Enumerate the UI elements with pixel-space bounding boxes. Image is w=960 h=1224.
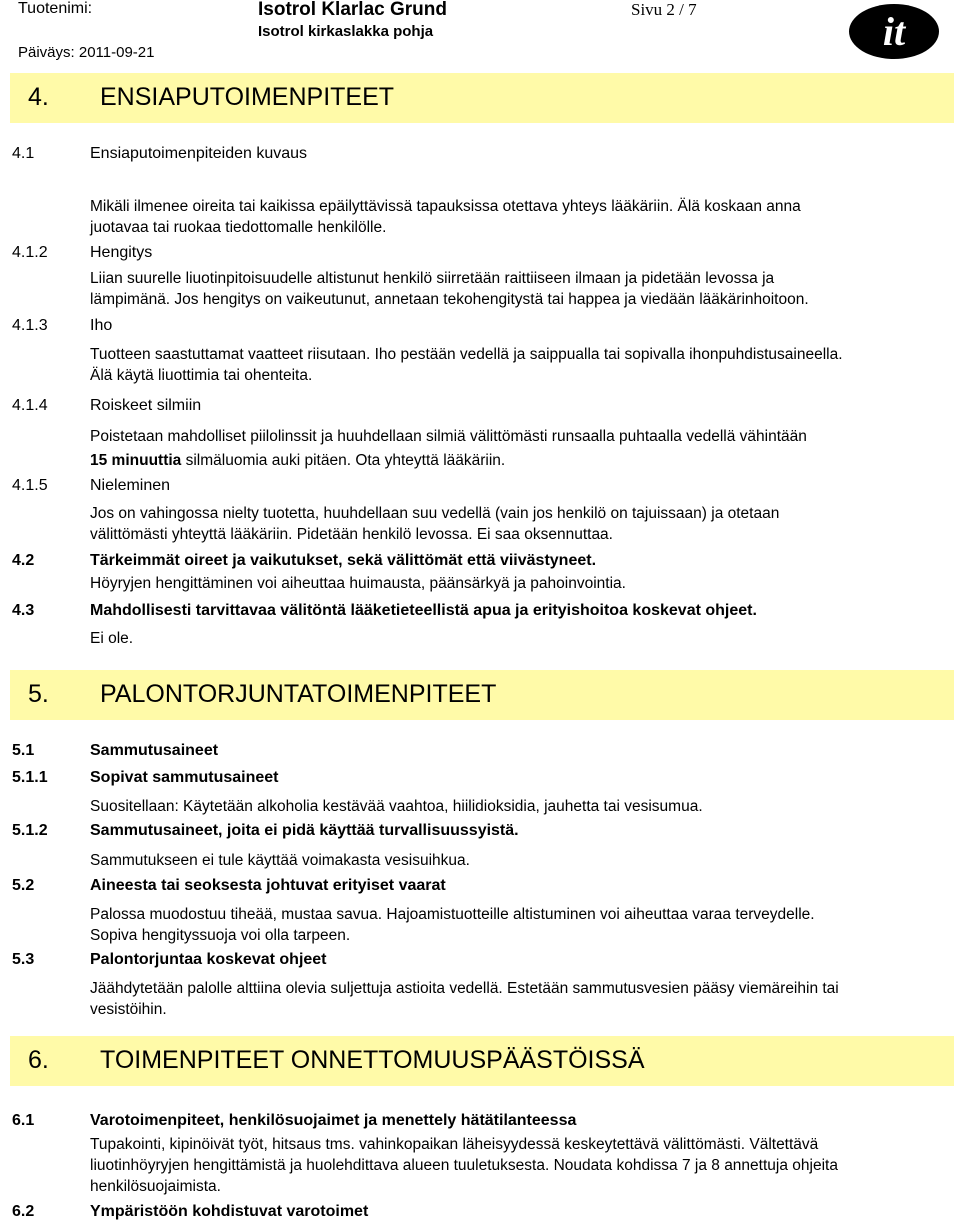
text-line: Tupakointi, kipinöivät työt, hitsaus tms. vahinkopaikan läheisyydessä keskeytettävä välittömästi. Vältettävä <box>90 1136 819 1153</box>
text-line: Älä käytä liuottimia tai ohenteita. <box>90 367 313 384</box>
paragraph-4-1-5 <box>90 503 950 545</box>
heading-number: 4.1.4 <box>12 397 48 414</box>
heading-number: 4.3 <box>12 602 35 619</box>
text-line: Mikäli ilmenee oireita tai kaikissa epäilyttävissä tapauksissa otettava yhteys lääkäriin. Älä koskaan anna <box>90 198 801 215</box>
heading-number: 6.1 <box>12 1112 35 1129</box>
heading-number: 4.1.5 <box>12 477 48 494</box>
paragraph-4-3 <box>90 628 950 649</box>
heading-number: 5.3 <box>12 951 35 968</box>
text-line: Jäähdytetään palolle alttiina olevia suljettuja astioita vedellä. Estetään sammutusvesien pääsy viemäreihin tai <box>90 980 839 997</box>
paragraph-5-1-2 <box>90 850 950 871</box>
heading-title: Tärkeimmät oireet ja vaikutukset, sekä välittömät että viivästyneet. <box>90 552 597 569</box>
text-line: vesistöihin. <box>90 1001 167 1018</box>
paragraph-4-1-4 <box>90 425 950 473</box>
text-line: Sammutukseen ei tule käyttää voimakasta vesisuihkua. <box>90 852 470 869</box>
document-date: Päiväys: 2011-09-21 <box>18 44 155 61</box>
text-line: henkilösuojaimista. <box>90 1178 221 1195</box>
heading-title: Sopivat sammutusaineet <box>90 769 279 786</box>
text-line: Sopiva hengityssuoja voi olla tarpeen. <box>90 927 351 944</box>
heading-title: Sammutusaineet, joita ei pidä käyttää turvallisuussyistä. <box>90 822 519 839</box>
text-line: Poistetaan mahdolliset piilolinssit ja huuhdellaan silmiä välittömästi runsaalla puhtaalla vedellä vähintään <box>90 428 807 445</box>
text-line: Ei ole. <box>90 630 134 647</box>
text-line: lämpimänä. Jos hengitys on vaikeutunut, annetaan tekohengitystä tai happea ja viedään lääkärinhoitoon. <box>90 291 809 308</box>
paragraph-6-1 <box>90 1134 950 1197</box>
section-number: 5. <box>28 680 49 708</box>
text-line: Palossa muodostuu tiheää, mustaa savua. Hajoamistuotteille altistuminen voi aiheuttaa varaa terveydelle. <box>90 906 815 923</box>
section-number: 6. <box>28 1046 49 1074</box>
section-number: 4. <box>28 83 49 111</box>
heading-title: Hengitys <box>90 244 153 261</box>
section-band-6 <box>10 1036 954 1086</box>
heading-title: Varotoimenpiteet, henkilösuojaimet ja menettely hätätilanteessa <box>90 1112 577 1129</box>
text-line: Liian suurelle liuotinpitoisuudelle altistunut henkilö siirretään raittiiseen ilmaan ja pidetään levossa ja <box>90 270 775 287</box>
heading-title: Ensiaputoimenpiteiden kuvaus <box>90 145 308 162</box>
paragraph-4-1-3 <box>90 344 950 386</box>
text-line <box>90 449 950 473</box>
section-band-4 <box>10 73 954 123</box>
heading-number: 5.1.2 <box>12 822 48 839</box>
heading-title: Roiskeet silmiin <box>90 397 202 414</box>
heading-title: Nieleminen <box>90 477 171 494</box>
paragraph-5-1-1 <box>90 796 950 817</box>
heading-title: Ympäristöön kohdistuvat varotoimet <box>90 1203 369 1220</box>
logo-text: it <box>882 9 906 54</box>
text-fragment: silmäluomia auki pitäen. Ota yhteyttä lääkäriin. <box>181 452 506 469</box>
text-line: juotavaa tai ruokaa tiedottomalle henkilölle. <box>90 219 387 236</box>
heading-number: 4.2 <box>12 552 35 569</box>
paragraph-5-3 <box>90 978 950 1020</box>
heading-title: Aineesta tai seoksesta johtuvat erityiset vaarat <box>90 877 446 894</box>
heading-number: 4.1 <box>12 145 35 162</box>
text-line: Tuotteen saastuttamat vaatteet riisutaan. Iho pestään vedellä ja saippualla tai sopivalla ihonpuhdistusaineella. <box>90 346 843 363</box>
heading-number: 4.1.2 <box>12 244 48 261</box>
section-title: ENSIAPUTOIMENPITEET <box>100 83 395 111</box>
company-logo <box>848 3 940 60</box>
paragraph-4-1 <box>90 196 950 238</box>
paragraph-4-1-2 <box>90 268 950 310</box>
heading-number: 5.1.1 <box>12 769 48 786</box>
text-line: Suositellaan: Käytetään alkoholia kestävää vaahtoa, hiilidioksidia, jauhetta tai vesisumua. <box>90 798 703 815</box>
text-line: Höyryjen hengittäminen voi aiheuttaa huimausta, päänsärkyä ja pahoinvointia. <box>90 575 626 592</box>
heading-title: Mahdollisesti tarvittavaa välitöntä lääketieteellistä apua ja erityishoitoa koskevat ohjeet. <box>90 602 757 619</box>
heading-number: 4.1.3 <box>12 317 48 334</box>
text-line: Jos on vahingossa nielty tuotetta, huuhdellaan suu vedellä (vain jos henkilö on tajuissaan) ja otetaan <box>90 505 780 522</box>
paragraph-5-2 <box>90 904 950 946</box>
heading-title: Sammutusaineet <box>90 742 219 759</box>
page-number: Sivu 2 / 7 <box>631 0 697 19</box>
section-title: PALONTORJUNTATOIMENPITEET <box>100 680 497 708</box>
heading-title: Iho <box>90 317 113 334</box>
section-title: TOIMENPITEET ONNETTOMUUSPÄÄSTÖISSÄ <box>100 1046 645 1074</box>
heading-number: 5.2 <box>12 877 35 894</box>
product-name-label: Tuotenimi: <box>18 0 93 17</box>
heading-number: 5.1 <box>12 742 35 759</box>
emphasis-duration: 15 minuuttia <box>90 452 182 469</box>
product-name: Isotrol Klarlac Grund <box>258 0 447 20</box>
text-line: välittömästi yhteyttä lääkäriin. Pidetään henkilö levossa. Ei saa oksennuttaa. <box>90 526 613 543</box>
text-line: liuotinhöyryjen hengittämistä ja huolehdittava alueen tuuletuksesta. Noudata kohdissa 7 ja 8 annettuja ohjeita <box>90 1157 838 1174</box>
section-band-5 <box>10 670 954 720</box>
heading-title: Palontorjuntaa koskevat ohjeet <box>90 951 327 968</box>
heading-number: 6.2 <box>12 1203 35 1220</box>
paragraph-4-2 <box>90 573 950 594</box>
product-subtitle: Isotrol kirkaslakka pohja <box>258 23 434 40</box>
